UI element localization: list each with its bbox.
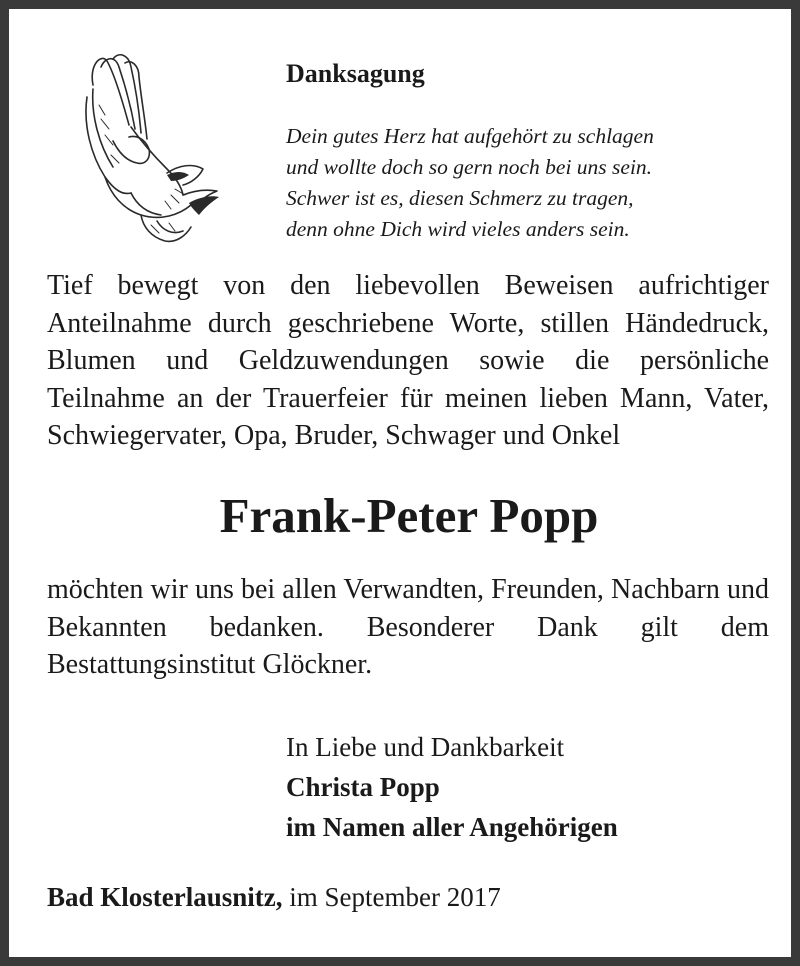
place-city: Bad Klosterlausnitz, bbox=[47, 882, 283, 912]
poem-line: Dein gutes Herz hat aufgehört zu schlagen bbox=[286, 124, 654, 148]
signer-on-behalf: im Namen aller Angehörigen bbox=[286, 812, 618, 842]
thanks-paragraph-intro: Tief bewegt von den liebevollen Beweisen aufrichtiger Anteilnahme durch geschriebene Worte, stillen Händedruck, Blumen und Geldzuwendungen sowie die persönliche Teilnahme an der Trauerfeier für meinen lieben Mann, Vater, Schwiegervater, Opa, Bruder, Schwager und Onkel bbox=[47, 270, 769, 451]
praying-hands-icon bbox=[71, 45, 221, 245]
signer-name: Christa Popp bbox=[286, 772, 440, 802]
deceased-name: Frank-Peter Popp bbox=[219, 488, 599, 543]
poem bbox=[286, 121, 654, 245]
place-date: im September 2017 bbox=[282, 882, 501, 912]
poem-line: denn ohne Dich wird vieles anders sein. bbox=[286, 217, 630, 241]
place-date-line bbox=[47, 882, 501, 913]
closing-block bbox=[286, 727, 618, 847]
poem-line: und wollte doch so gern noch bei uns sein. bbox=[286, 155, 653, 179]
thanks-paragraph-main: möchten wir uns bei allen Verwandten, Freunden, Nachbarn und Bekannten bedanken. Besonderer Dank gilt dem Bestattungsinstitut Glöckner. bbox=[47, 574, 769, 680]
closing-greeting: In Liebe und Dankbarkeit bbox=[286, 732, 565, 762]
heading-danksagung: Danksagung bbox=[286, 59, 425, 88]
poem-line: Schwer ist es, diesen Schmerz zu tragen, bbox=[286, 186, 634, 210]
